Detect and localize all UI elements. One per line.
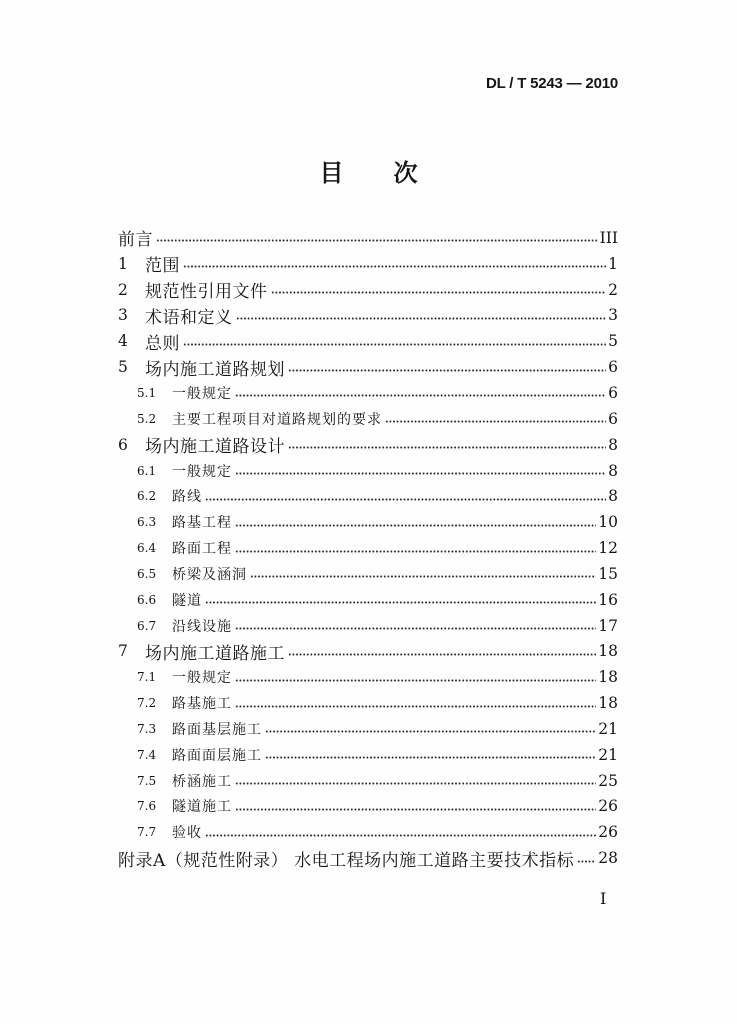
toc-entry-title: 一般规定 [172,463,232,480]
toc-subentry [118,587,618,613]
toc-entry-number: 6.4 [137,541,157,556]
toc-dot-leader [288,653,596,656]
toc-entry-page: 18 [598,694,618,713]
toc-entry-number: 6.1 [137,463,157,478]
toc-dot-leader [205,498,606,501]
toc-entry [118,354,618,380]
toc-entry-title: 前言 [118,230,153,251]
toc-entry [118,639,618,665]
toc-entry-title: 术语和定义 [145,307,233,328]
toc-dot-leader [205,834,596,837]
toc-entry-title: 路基工程 [172,515,232,532]
toc-subentry [118,613,618,639]
toc-subentry [118,380,618,406]
toc-dot-leader [271,291,607,294]
toc-entry-title: 附录A（规范性附录） 水电工程场内施工道路主要技术指标 [118,850,575,871]
toc-entry-page: 26 [598,823,618,842]
toc-dot-leader [235,782,596,785]
toc-entry [118,251,618,277]
toc-dot-leader [183,265,606,268]
toc-subentry [118,794,618,820]
toc-entry-title: 场内施工道路施工 [145,643,285,664]
toc-entry-page: 15 [598,564,618,583]
toc-entry-number: 6.7 [137,618,157,633]
toc-subentry [118,561,618,587]
toc-dot-leader [236,317,607,320]
toc-dot-leader [235,808,596,811]
toc-dot-leader [235,394,606,397]
toc-subentry [118,483,618,509]
toc-entry-number: 7.7 [137,825,157,840]
toc-entry-number: 7.3 [137,721,157,736]
toc-entry-number: 1 [118,254,128,273]
toc-entry-number: 7.2 [137,696,157,711]
toc-entry-title: 路基施工 [172,696,232,713]
toc-entry-page: 6 [608,358,618,377]
toc-subentry [118,768,618,794]
toc-subentry [118,690,618,716]
toc-entry-title: 规范性引用文件 [145,282,268,303]
toc-entry-page: 21 [598,719,618,738]
toc-entry-number: 7.5 [137,773,157,788]
toc-entry-number: 5.1 [137,385,157,400]
toc-entry-page: 1 [608,254,618,273]
toc-entry-page: 17 [598,616,618,635]
toc-entry-page: 8 [608,435,618,454]
toc-entry-number: 5 [118,358,128,377]
toc-dot-leader [235,705,596,708]
toc-entry [118,328,618,354]
toc-entry-page: 28 [598,849,618,868]
toc-subentry [118,716,618,742]
toc-subentry [118,509,618,535]
toc-entry-title: 隧道 [172,592,202,609]
toc-entry [118,303,618,329]
toc-dot-leader [288,369,606,372]
toc-entry-title: 场内施工道路规划 [145,359,285,380]
toc-subentry [118,458,618,484]
toc-entry-page: 26 [598,797,618,816]
toc-entry-page: 8 [608,487,618,506]
toc-entry-title: 一般规定 [172,385,232,402]
toc-entry [118,432,618,458]
toc-entry-title: 验收 [172,825,202,842]
toc-entry-number: 6 [118,435,128,454]
toc-subentry [118,664,618,690]
toc-dot-leader [385,420,606,423]
toc-entry-title: 路面基层施工 [172,721,262,738]
toc-entry-title: 场内施工道路设计 [145,437,285,458]
toc-dot-leader [235,627,596,630]
toc-entry-title: 总则 [145,333,180,354]
toc-entry-number: 3 [118,306,128,325]
toc-entry-title: 路线 [172,489,202,506]
toc-entry-page: 5 [608,332,618,351]
toc-entry-number: 5.2 [137,411,157,426]
toc-subentry [118,742,618,768]
toc-entry-title: 范围 [145,256,180,277]
toc-dot-leader [250,575,596,578]
toc-subentry [118,406,618,432]
toc-entry-title: 一般规定 [172,670,232,687]
toc-title: 目 次 [319,159,431,187]
toc-entry-number: 6.6 [137,592,157,607]
toc-entry-number: 7 [118,642,128,661]
toc-entry-title: 桥梁及涵洞 [172,566,247,583]
toc-dot-leader [235,524,596,527]
standard-code: DL / T 5243 — 2010 [485,75,618,92]
toc-entry-title: 路面面层施工 [172,747,262,764]
toc-entry-number: 6.2 [137,489,157,504]
toc-entry-title: 桥涵施工 [172,773,232,790]
toc-dot-leader [235,550,596,553]
toc-entry-number: 7.1 [137,670,157,685]
toc-entry [118,225,618,251]
toc-dot-leader [288,446,606,449]
toc-entry-number: 4 [118,332,128,351]
toc-entry-title: 路面工程 [172,541,232,558]
toc-dot-leader [577,860,596,863]
toc-entry-number: 6.3 [137,515,157,530]
toc-entry-title: 沿线设施 [172,618,232,635]
toc-entry-page: 16 [598,590,618,609]
toc-dot-leader [265,756,596,759]
toc-dot-leader [183,343,606,346]
toc-entry-page: 3 [608,306,618,325]
toc-entry-page: 2 [608,280,618,299]
toc-entry-page: 10 [598,513,618,532]
toc-entry-title: 隧道施工 [172,799,232,816]
toc-entry [118,277,618,303]
toc-entry-page: 25 [598,771,618,790]
toc-entry-title: 主要工程项目对道路规划的要求 [172,411,382,428]
toc-entry [118,845,618,871]
toc-dot-leader [205,601,596,604]
toc-entry-page: III [599,228,618,247]
toc-entry-page: 18 [598,642,618,661]
toc-entry-page: 6 [608,383,618,402]
toc-entry-number: 7.6 [137,799,157,814]
toc-entry-page: 12 [598,539,618,558]
toc-dot-leader [235,679,596,682]
toc-entry-number: 7.4 [137,747,157,762]
toc-entry-number: 2 [118,280,128,299]
toc-subentry [118,819,618,845]
toc-entry-number: 6.5 [137,566,157,581]
table-of-contents [118,225,618,871]
page-number: I [600,889,607,908]
toc-dot-leader [235,472,606,475]
toc-dot-leader [265,730,596,733]
toc-entry-page: 18 [598,668,618,687]
toc-dot-leader [156,239,598,242]
toc-subentry [118,535,618,561]
toc-entry-page: 8 [608,461,618,480]
toc-entry-page: 21 [598,745,618,764]
toc-entry-page: 6 [608,409,618,428]
